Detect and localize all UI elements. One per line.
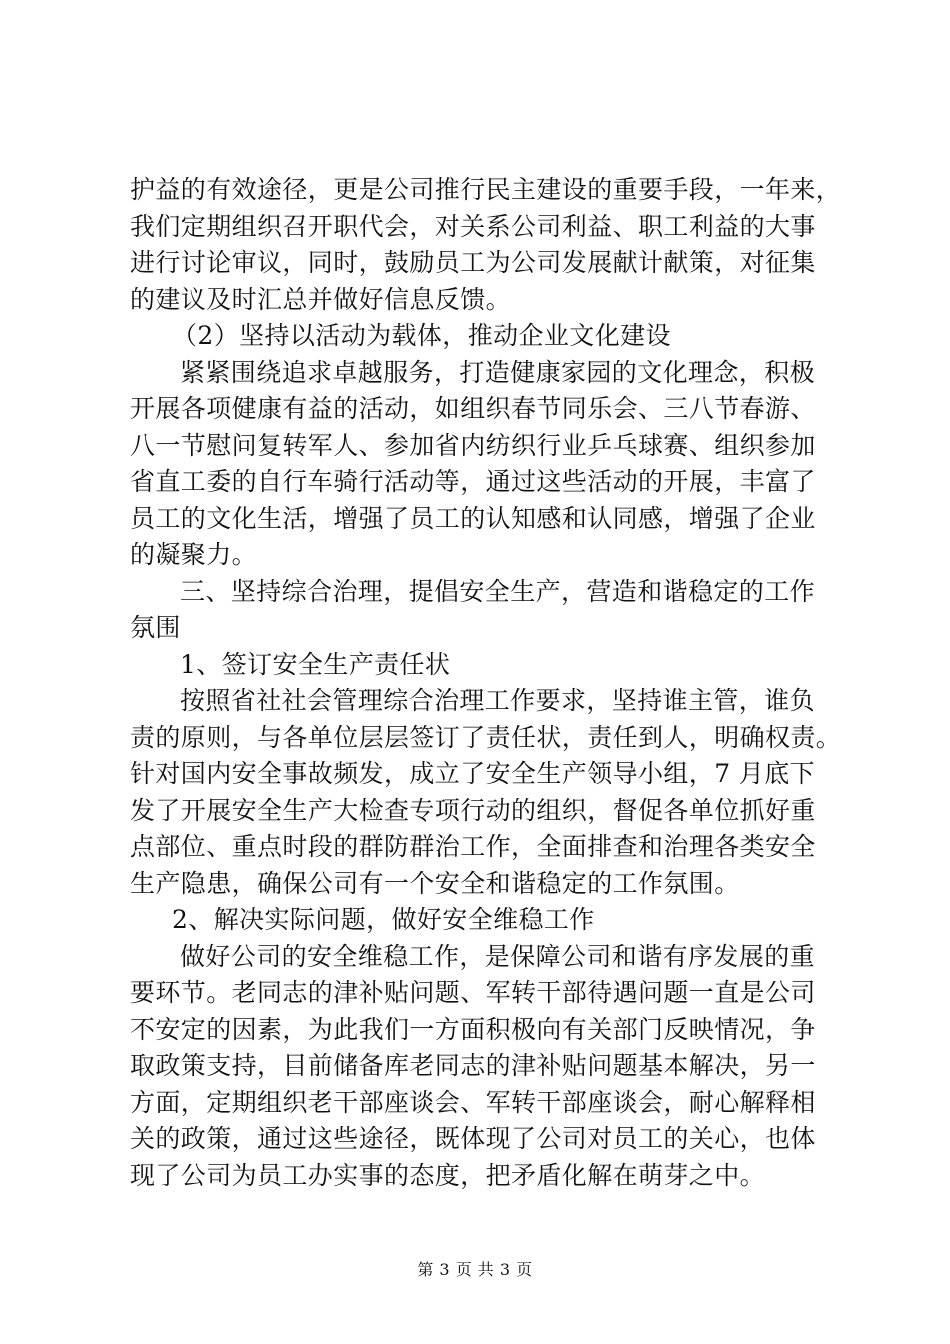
document-body xyxy=(130,172,842,1194)
text-line: 取政策支持，目前储备库老同志的津补贴问题基本解决，另一 xyxy=(130,1051,816,1080)
text-line: 要环节。老同志的津补贴问题、军转干部待遇问题一直是公司 xyxy=(130,978,816,1007)
text-line: 关的政策，通过这些途径，既体现了公司对员工的关心，也体 xyxy=(130,1124,816,1153)
text-line: 按照省社社会管理综合治理工作要求，坚持谁主管，谁负 xyxy=(180,686,816,715)
text-line: 生产隐患，确保公司有一个安全和谐稳定的工作氛围。 xyxy=(130,868,740,898)
section-heading: （2）坚持以活动为载体，推动企业文化建设 xyxy=(172,321,671,350)
subsection-heading: 1、签订安全生产责任状 xyxy=(180,649,451,679)
text-line: 责的原则，与各单位层层签订了责任状，责任到人，明确权责。 xyxy=(130,722,842,752)
text-line: 不安定的因素，为此我们一方面积极向有关部门反映情况，争 xyxy=(130,1014,816,1044)
text-line: 员工的文化生活，增强了员工的认知感和认同感，增强了企业 xyxy=(130,503,816,533)
text-line: 的建议及时汇总并做好信息反馈。 xyxy=(130,284,512,314)
text-line: 做好公司的安全维稳工作，是保障公司和谐有序发展的重 xyxy=(180,941,816,971)
text-line: 我们定期组织召开职代会，对关系公司利益、职工利益的大事 xyxy=(130,211,816,241)
page-footer: 第 3 页 共 3 页 xyxy=(417,1260,533,1279)
text-line: 现了公司为员工办实事的态度，把矛盾化解在萌芽之中。 xyxy=(130,1160,766,1190)
text-line: 八一节慰问复转军人、参加省内纺织行业乒乓球赛、组织参加 xyxy=(130,430,816,460)
text-line: 的凝聚力。 xyxy=(130,540,258,569)
text-line: 护益的有效途径，更是公司推行民主建设的重要手段，一年来， xyxy=(130,175,842,204)
text-line: 方面，定期组织老干部座谈会、军转干部座谈会，耐心解释相 xyxy=(130,1087,816,1117)
section-heading: 三、坚持综合治理，提倡安全生产，营造和谐稳定的工作 xyxy=(180,576,816,606)
text-line: 紧紧围绕追求卓越服务，打造健康家园的文化理念，积极 xyxy=(180,357,816,387)
section-heading-continued: 氛围 xyxy=(130,613,181,642)
text-line: 针对国内安全事故频发，成立了安全生产领导小组，7 月底下 xyxy=(130,759,816,788)
subsection-heading: 2、解决实际问题，做好安全维稳工作 xyxy=(172,905,595,934)
text-line: 发了开展安全生产大检查专项行动的组织，督促各单位抓好重 xyxy=(130,795,816,825)
text-line: 进行讨论审议，同时，鼓励员工为公司发展献计献策，对征集 xyxy=(130,248,816,277)
text-line: 省直工委的自行车骑行活动等，通过这些活动的开展，丰富了 xyxy=(130,467,816,496)
text-line: 开展各项健康有益的活动，如组织春节同乐会、三八节春游、 xyxy=(130,394,816,423)
text-line: 点部位、重点时段的群防群治工作，全面排查和治理各类安全 xyxy=(130,832,816,861)
